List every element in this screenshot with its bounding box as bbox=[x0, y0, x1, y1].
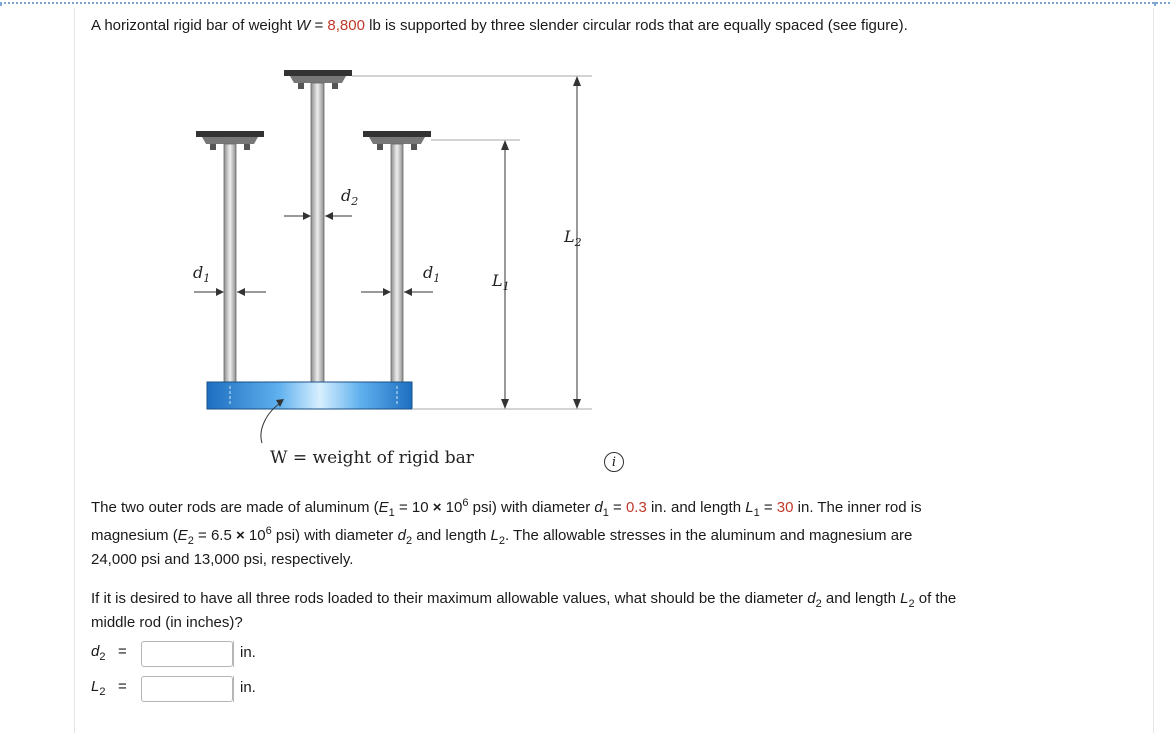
answer-label-L2: $L_2$ = bbox=[91, 678, 127, 698]
frame-border-right bbox=[1154, 2, 1156, 6]
d2-input[interactable] bbox=[141, 641, 233, 667]
intro-text-pre: A horizontal rigid bar of weight bbox=[91, 17, 297, 34]
problem-intro bbox=[91, 14, 1151, 38]
rods-figure bbox=[180, 60, 610, 480]
rigid-bar bbox=[207, 382, 412, 409]
L2-input[interactable] bbox=[141, 676, 233, 702]
L1-value: 30 bbox=[776, 499, 794, 516]
rod-left bbox=[224, 144, 236, 386]
var-W: W bbox=[296, 17, 311, 34]
para1-line2: magnesium ($E_2 = 6.5 \times 10^6$ psi) with diameter $d_2$ and length $L_2$. The allowable stresses in the aluminum and magnesium are bbox=[91, 525, 913, 547]
answer-label-d2: $d_2$ = bbox=[91, 643, 127, 663]
para2-line1: If it is desired to have all three rods loaded to their maximum allowable values, what should be the diameter $d_2$ and length $L_2$ of the bbox=[91, 590, 957, 610]
label-L1: $L_1$ bbox=[492, 271, 510, 293]
label-d1-right: $d_1$ bbox=[423, 263, 441, 285]
d1-value: 0.3 bbox=[625, 499, 647, 516]
rod-right bbox=[391, 144, 403, 386]
intro-text-post: lb is supported by three slender circular rods that are equally spaced (see figure). bbox=[364, 17, 908, 34]
label-L2: $L_2$ bbox=[564, 227, 582, 249]
d2-unit: in. bbox=[233, 641, 256, 667]
frame-border-top bbox=[0, 2, 1170, 4]
weight-value: 8,800 bbox=[327, 17, 365, 34]
para2-line2: middle rod (in inches)? bbox=[91, 614, 243, 631]
info-icon[interactable]: i bbox=[604, 452, 624, 472]
intro-eq: = bbox=[310, 17, 328, 34]
figure-caption: W = weight of rigid bar bbox=[270, 448, 474, 468]
para1-line1: The two outer rods are made of aluminum ($E_1 = 10 \times 10^6$ psi) with diameter $d_1 = 0.3$ in. and length $L_1 = 30$ in. The inner rod is bbox=[91, 497, 922, 519]
L2-unit: in. bbox=[233, 676, 256, 702]
rod-middle bbox=[311, 83, 324, 386]
frame-border-left bbox=[0, 2, 2, 6]
label-d2: $d_2$ bbox=[341, 186, 359, 208]
label-d1-left: $d_1$ bbox=[193, 263, 211, 285]
para1-line3: 24,000 psi and 13,000 psi, respectively. bbox=[91, 551, 354, 568]
